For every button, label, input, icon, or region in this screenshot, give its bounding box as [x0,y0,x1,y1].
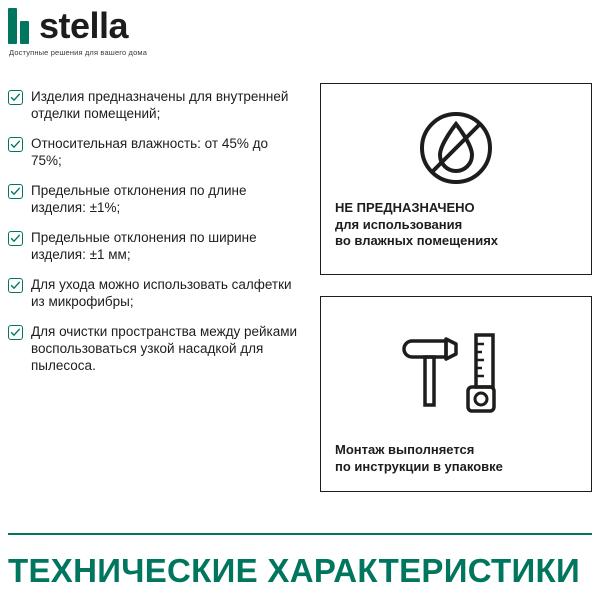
page-title: ТЕХНИЧЕСКИЕ ХАРАКТЕРИСТИКИ [8,552,580,589]
caption-line-1: НЕ ПРЕДНАЗНАЧЕНО [335,200,475,215]
list-item-label: Изделия предназначены для внутренней отделки помещений; [31,89,289,121]
list-item-label: Предельные отклонения по длине изделия: ±1%; [31,183,247,215]
checkbox-check-icon [8,231,23,246]
list-item [8,229,298,263]
checkbox-check-icon [8,90,23,105]
caption-line-2: по инструкции в упаковке [335,458,503,474]
warning-card-caption [335,200,581,250]
caption-line-2: для использования [335,216,463,232]
caption-line-1: Монтаж выполняется [335,442,475,457]
info-card-installation [320,296,592,492]
logo-row [8,4,268,44]
hammer-and-tape-measure-icon [321,325,591,425]
checkbox-check-icon [8,137,23,152]
brand-logo-block [8,4,268,57]
list-item-label: Для очистки пространства между рейками воспользоваться узкой насадкой для пылесоса. [31,324,298,373]
list-item [8,182,298,216]
list-item [8,88,298,122]
feature-list [8,88,298,387]
warning-card-moisture [320,83,592,275]
list-item [8,276,298,310]
no-water-drop-icon [321,102,591,194]
list-item-label: Относительная влажность: от 45% до 75%; [31,136,268,168]
list-item-label: Предельные отклонения по ширине изделия: ±1 мм; [31,230,257,262]
two-bars-logo-icon [8,8,32,44]
checkbox-check-icon [8,325,23,340]
list-item-label: Для ухода можно использовать салфетки из микрофибры; [31,277,292,309]
checkbox-check-icon [8,184,23,199]
checkbox-check-icon [8,278,23,293]
caption-line-3: во влажных помещениях [335,233,499,248]
section-divider [8,533,592,535]
list-item [8,135,298,169]
info-card-caption [335,442,581,475]
list-item [8,323,298,374]
brand-tagline: Доступные решения для вашего дома [9,48,148,57]
brand-name: stella [39,5,129,46]
